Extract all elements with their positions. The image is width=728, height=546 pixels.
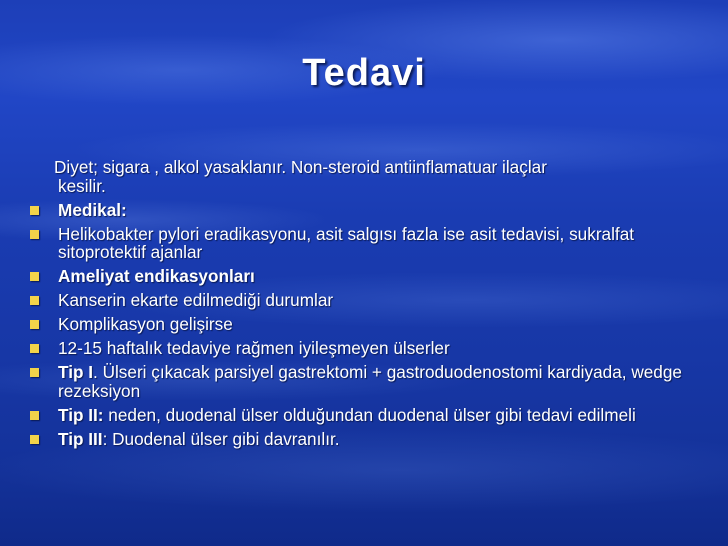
square-bullet-icon [30,272,39,281]
bullet-item-tip-3 [30,430,700,449]
bullet-item-haftalik [30,339,700,358]
slide-body [30,158,700,454]
bullet-bold: Medikal: [58,199,127,220]
bullet-text: Komplikasyon gelişirse [58,314,233,334]
square-bullet-icon [30,206,39,215]
bullet-bold: Tip I [58,362,94,382]
bullet-text: Helikobakter pylori eradikasyonu, asit salgısı fazla ise asit tedavisi, sukralfat sitoprotektif ajanlar [58,223,635,262]
bullet-text: : Duodenal ülser gibi davranılır. [102,428,340,449]
square-bullet-icon [30,230,39,239]
bullet-item-kanser [30,291,700,310]
bullet-item-tip-1 [30,363,700,400]
intro-line-1: Diyet; sigara , alkol yasaklanır. Non-steroid antiinflamatuar ilaçlar [54,157,547,177]
bullet-bold: Tip II: [58,404,104,425]
bullet-bold: Tip III [58,428,103,449]
intro-line-2: kesilir. [58,175,106,196]
bullet-item-medikal [30,201,700,220]
bullet-text: 12-15 haftalık tedaviye rağmen iyileşmeyen ülserler [58,338,450,358]
square-bullet-icon [30,411,39,420]
bullet-item-helikobakter [30,225,700,262]
bullet-item-tip-2 [30,406,700,425]
slide-title: Tedavi [302,52,426,94]
bullet-item-komplikasyon [30,315,700,334]
intro-paragraph [30,158,700,195]
bullet-text: . Ülseri çıkacak parsiyel gastrektomi + gastroduodenostomi kardiyada, wedge rezeksiyon [58,362,682,401]
bullet-item-ameliyat [30,267,700,286]
bullet-bold: Ameliyat endikasyonları [58,266,255,286]
square-bullet-icon [30,296,39,305]
square-bullet-icon [30,368,39,377]
square-bullet-icon [30,435,39,444]
bullet-text: neden, duodenal ülser olduğundan duodenal ülser gibi tedavi edilmeli [103,404,636,425]
bullet-text: Kanserin ekarte edilmediği durumlar [58,290,334,310]
square-bullet-icon [30,344,39,353]
square-bullet-icon [30,320,39,329]
